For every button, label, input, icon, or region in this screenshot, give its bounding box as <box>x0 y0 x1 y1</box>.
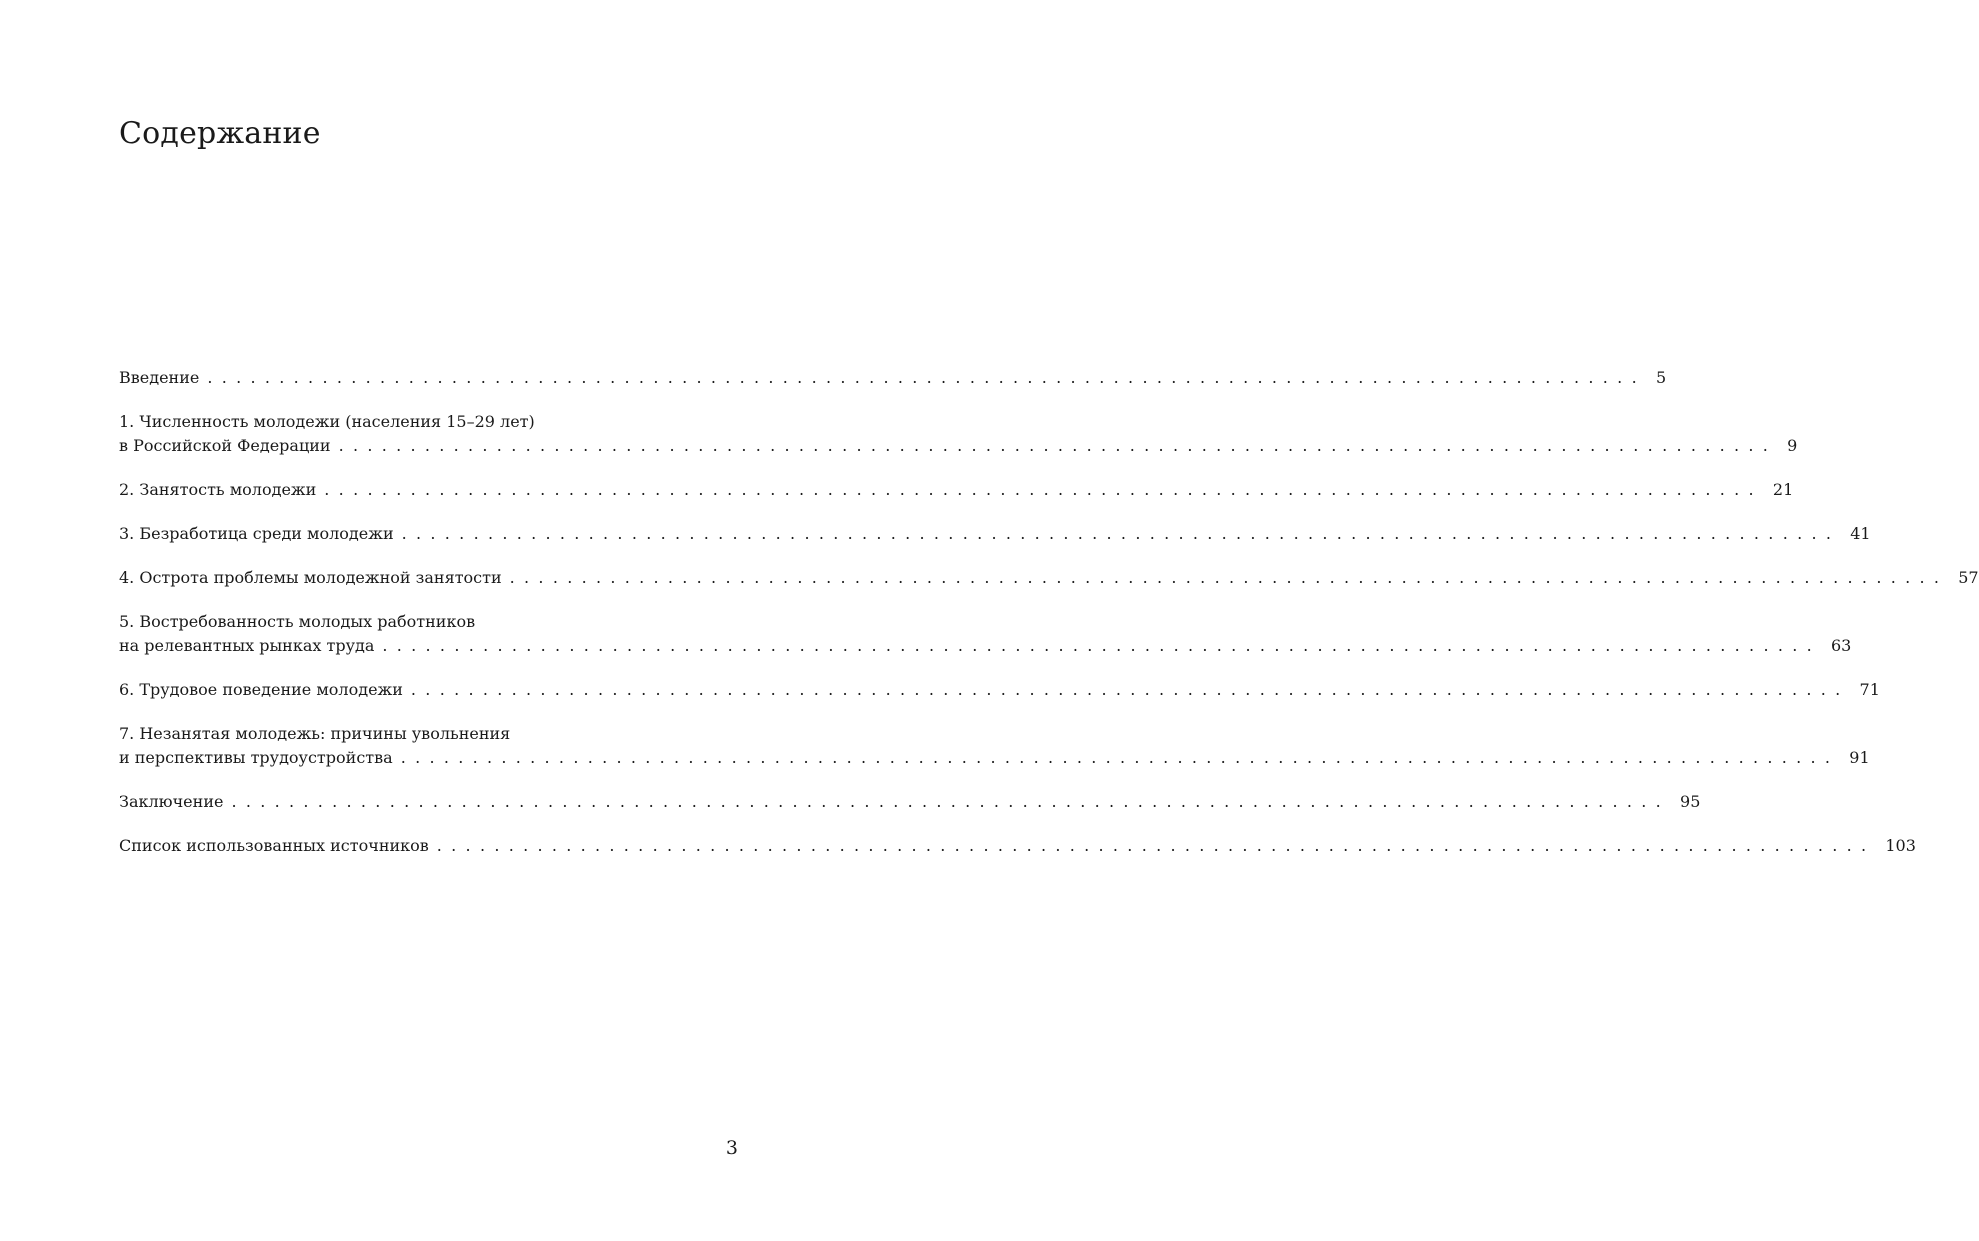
toc-entry-chapter-1[interactable] <box>119 410 1798 458</box>
toc-entry-chapter-6[interactable] <box>119 678 1880 702</box>
toc-entry-page: 95 <box>1680 792 1701 811</box>
toc-entry-line <box>119 434 1798 458</box>
toc-entry-page: 41 <box>1850 524 1871 543</box>
toc-entry-page: 9 <box>1787 436 1798 455</box>
toc-entry-chapter-7[interactable] <box>119 722 1870 770</box>
toc-entry-title: в Российской Федерации <box>119 436 331 455</box>
toc-entry-line <box>119 634 1852 658</box>
toc-entry-line <box>119 566 1979 590</box>
toc-entry-title: и перспективы трудоустройства <box>119 748 393 767</box>
toc-entry-page: 91 <box>1849 748 1870 767</box>
toc-entry-page: 103 <box>1885 836 1916 855</box>
toc-entry-line <box>119 790 1701 814</box>
toc-entry-title-line: 5. Востребованность молодых работников <box>119 612 476 631</box>
toc-entry-page: 71 <box>1859 680 1880 699</box>
toc-entry-line <box>119 522 1871 546</box>
toc-entry-chapter-4[interactable] <box>119 566 1979 590</box>
toc-entry-conclusion[interactable] <box>119 790 1701 814</box>
toc-entry-title: Заключение <box>119 792 224 811</box>
toc-entry-chapter-2[interactable] <box>119 478 1794 502</box>
toc-entry-page: 21 <box>1772 480 1794 499</box>
toc-entry-title: 6. Трудовое поведение молодежи <box>119 680 403 699</box>
toc-entry-title: на релевантных рынках труда <box>119 636 375 655</box>
toc-entry-page: 57 <box>1958 568 1979 587</box>
toc-entry-line <box>119 478 1794 502</box>
dot-leader: .................................................................................................... <box>400 748 1840 767</box>
toc-entry-title: Введение <box>119 368 200 387</box>
dot-leader: .................................................................................................... <box>401 524 1841 543</box>
toc-entry-page: 5 <box>1655 368 1667 387</box>
page-title: Содержание <box>119 116 321 151</box>
toc-entry-chapter-5[interactable] <box>119 610 1852 658</box>
dot-leader: .................................................................................................... <box>231 792 1671 811</box>
dot-leader: .................................................................................................... <box>324 480 1763 499</box>
toc-entry-references[interactable] <box>119 834 1916 858</box>
toc-entry-title: 2. Занятость молодежи <box>119 480 317 499</box>
toc-entry-line <box>119 366 1667 390</box>
toc-entry-line <box>119 746 1870 770</box>
toc-entry-introduction[interactable] <box>119 366 1667 390</box>
dot-leader: .................................................................................................... <box>436 836 1876 855</box>
table-of-contents <box>119 366 1979 878</box>
toc-entry-line <box>119 678 1880 702</box>
toc-entry-title-line: 7. Незанятая молодежь: причины увольнения <box>119 724 511 743</box>
dot-leader: .................................................................................................... <box>509 568 1949 587</box>
dot-leader: .................................................................................................... <box>382 636 1821 655</box>
dot-leader: .................................................................................................... <box>338 436 1778 455</box>
page-number: 3 <box>725 1137 738 1159</box>
toc-entry-title: 3. Безработица среди молодежи <box>119 524 394 543</box>
toc-entry-chapter-3[interactable] <box>119 522 1871 546</box>
dot-leader: .................................................................................................... <box>207 368 1646 387</box>
toc-entry-title-line: 1. Численность молодежи (населения 15–29 лет) <box>119 412 535 431</box>
toc-entry-page: 63 <box>1830 636 1852 655</box>
dot-leader: .................................................................................................... <box>410 680 1850 699</box>
toc-entry-title: Список использованных источников <box>119 836 429 855</box>
toc-entry-line <box>119 834 1916 858</box>
toc-entry-title: 4. Острота проблемы молодежной занятости <box>119 568 502 587</box>
